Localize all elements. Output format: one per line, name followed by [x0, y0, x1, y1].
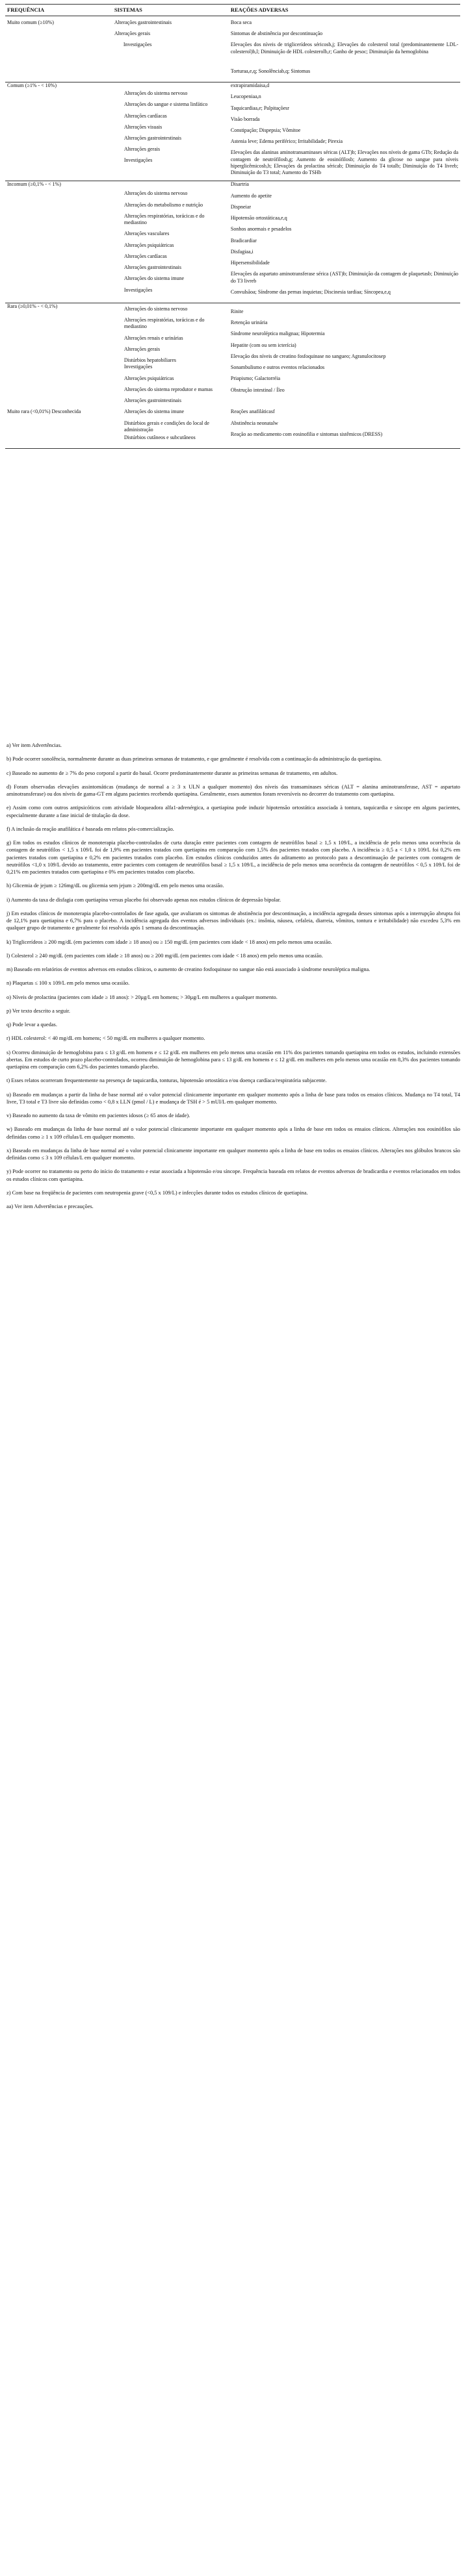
systems-cell [112, 82, 229, 181]
footnote: i) Aumento da taxa de disfagia com quetiapina versus placebo foi observado apenas nos estudos clínicos de depressão bipolar. [6, 896, 281, 903]
header-systems: SISTEMAS [112, 5, 229, 16]
reaction-item: Convulsãoa; Síndrome das pernas inquietas; Discinesia tardiaa; Síncopea,e,q [230, 288, 391, 295]
reaction-item: Elevações das alaninas aminotransaminases séricas (ALT)b; Elevações nos níveis de gama GTb; Redução da contagem de neutrófilosb,g; Aumento de eosinófilosb; Aumento da glicose no sangue para níveis hiperglicêmicosb,h; Elevações da prolactina séricab; Diminuição do T4 totalb; Diminuição do T4 livreb; Diminuição do T3 total; Aumento do TSHb [230, 149, 458, 176]
frequency-cell: Rara (≥0,01% - < 0,1%) [7, 303, 58, 309]
frequency-cell: Muito rara (<0,01%) Desconhecida [7, 409, 81, 415]
system-item: Investigações [124, 286, 153, 293]
table-row [5, 409, 460, 448]
reaction-item: Torturaa,e,q; Sonolênciab,q; Sintomas [230, 68, 311, 74]
reaction-item: Abstinência neonatalw [230, 420, 278, 426]
footnote: j) Em estudos clínicos de monoterapia placebo-controlados de fase aguda, que avaliaram os sintomas de abstinência por descontinuação, a incidência agregada desses sintomas após a interrupção abrupta foi de 12,1% para quetiapina e 6,7% para o placebo. A incidência agregada dos eventos adversos individuais (ex.: insônia, náusea, cefaleia, diarreia, vômitos, tontura e irritabilidade) não excedeu 5,3% em qualquer grupo de tratamento e geralmente foi resolvida após 1 semana da descontinuação. [6, 910, 460, 931]
reactions-cell [229, 303, 460, 409]
footnote: u) Baseado em mudanças a partir da linha de base normal até o valor potencial clinicamente importante em qualquer momento após a linha de base para todos os ensaios clínicos. Mudança no T4 total, T4 livre, T3 total e T3 livre são definidas como < 0,8 x LLN (pmol / L) e mudança de TSH é > 5 mUI/L em qualquer momento. [6, 1091, 460, 1105]
system-item: Alterações gastrointestinais [124, 264, 182, 271]
system-item: Alterações vasculares [124, 231, 170, 237]
reaction-item: Constipação; Dispepsia; Vômitoe [230, 127, 301, 133]
reaction-item: Priapismo; Galactorréia [230, 375, 281, 382]
footnote: z) Com base na freqüência de pacientes com neutropenia grave (<0,5 x 109/L) e infecções durante todos os estudos clínicos de quetiapina. [6, 1189, 308, 1196]
footnote: aa) Ver item Advertências e precauções. [6, 1204, 94, 1209]
footnote: n) Plaquetas ≤ 100 x 109/L em pelo menos uma ocasião. [6, 980, 130, 987]
footnote: o) Níveis de prolactina (pacientes com idade ≥ 18 anos): > 20µg/L em homens; > 30µg/L em mulheres a qualquer momento. [6, 994, 278, 1000]
frequency-cell: Incomum (≥0,1% - < 1%) [7, 181, 61, 188]
table-row [5, 16, 460, 82]
footnote: t) Esses relatos ocorreram frequentemente na presença de taquicardia, tonturas, hipotensão ortostática e/ou doença cardíaca/respiratória subjacente. [6, 1078, 327, 1084]
system-item: Alterações respiratórias, torácicas e do mediastino [124, 317, 205, 330]
system-item: Alterações cardíacas [124, 253, 167, 259]
table-row [5, 82, 460, 181]
reaction-item: Rinite [230, 308, 244, 314]
footnote: a) Ver item Advertências. [6, 742, 62, 748]
reaction-item: Elevações da aspartato aminotransferase sérica (AST)b; Diminuição da contagem de plaquetasb; Diminuição do T3 livreb [230, 271, 458, 284]
reaction-item: Taquicardiaa,e; Palpitaçõesr [230, 105, 289, 111]
footnote: f) A inclusão da reação anafilática é baseada em relatos pós-comercialização. [6, 826, 174, 832]
system-item: Alterações gerais [114, 31, 151, 37]
footnote: w) Baseado em mudanças da linha de base normal até o valor potencial clinicamente importante em qualquer momento após a linha de base em todos os ensaios clínicos. Alterações nos eosinófilos são definidas como ≥ 1 x 109 células/L em qualquer momento. [6, 1126, 460, 1140]
adverse-reactions-table [5, 4, 460, 449]
footnote: c) Baseado no aumento de ≥ 7% do peso corporal a partir do basal. Ocorre predominantemente durante as primeiras semanas de tratamento, em adultos. [6, 770, 338, 776]
reaction-item: Reações anafiláticasf [230, 409, 275, 415]
system-item: Distúrbios cutâneos e subcutâneos [124, 435, 196, 441]
footnote: m) Baseado em relatórios de eventos adversos em estudos clínicos, o aumento de creatino fosfoquinase no sangue não está associado à síndrome neuroléptica maligna. [6, 966, 370, 972]
system-item: Alterações cardíacas [124, 112, 167, 119]
reaction-item: Obstrução intestinal / Íleo [230, 386, 285, 393]
system-item: Distúrbios gerais e condições do local de administração [124, 420, 209, 433]
reaction-item: Hipersensibilidade [230, 260, 270, 266]
system-item: Alterações gastrointestinais [114, 19, 172, 25]
reaction-item: Disfagiaa,i [230, 248, 254, 255]
systems-cell [112, 303, 229, 409]
reaction-item: Elevações dos níveis de triglicerídeos séricosb,j; Elevações do colesterol total (predominantemente LDL-colesterol)b,l; Diminuição de HDL colesterolb,r; Ganho de pesoc; Diminuição da hemoglobina [230, 42, 458, 55]
footnotes [6, 742, 460, 1217]
reaction-item: Visão borrada [230, 116, 260, 122]
footnote: d) Foram observadas elevações assintomáticas (mudança de normal a ≥ 3 x ULN a qualquer momento) dos níveis das transaminases séricas (ALT = alanina aminotransferase, AST = aspartato aminotransferase) ou dos níveis de gama-GT em alguns pacientes recebendo quetiapina. Geralmente, esses aumentos foram reversíveis no decorrer do tratamento com quetiapina. [6, 783, 460, 797]
reactions-cell [229, 181, 460, 303]
system-item: Investigações [124, 157, 153, 164]
reaction-item: Leucopeniaa,n [230, 94, 261, 100]
system-item: Alterações do sistema nervoso [124, 90, 188, 97]
system-item: Alterações respiratórias, torácicas e do mediastino [124, 212, 205, 226]
reaction-item: Sintomas de abstinência por descontinuação [230, 31, 323, 37]
reaction-item: Retenção urinária [230, 320, 268, 326]
footnote: r) HDL colesterol: < 40 mg/dL em homens; < 50 mg/dL em mulheres a qualquer momento. [6, 1035, 205, 1042]
footnote: p) Ver texto descrito a seguir. [6, 1007, 70, 1014]
reaction-item: Disartria [230, 181, 249, 188]
reaction-item: Sonambulismo e outros eventos relacionados [230, 364, 325, 371]
reaction-item: Boca seca [230, 19, 252, 25]
footnote: g) Em todos os estudos clínicos de monoterapia placebo-controlados de curta duração entre pacientes com contagem de neutrófilos basal ≥ 1,5 x 109/L, a incidência de pelo menos uma ocorrência da contagem de neutrófilos < 1,5 x 109/L foi de 1,9% em pacientes tratados com quetiapina em comparação com 1,5% dos pacientes tratados com placebo. A incidência ≥ 0,5 a < 1,0 x 109/L foi 0,2% em pacientes tratados com quetiapina e 0,2% em pacientes tratados com placebo. Em estudos clínicos conduzidos antes do aditamento ao protocolo para a descontinuação de pacientes com contagem de neutrófilos <1,0 x 109/L devido ao tratamento, entre pacientes com contagem de neutrófilos basal ≥ 1,5 x 109/L, a incidência de pelo menos uma ocorrência da contagem de neutrófilos < 0,5 x 109/L foi de 0,21% em pacientes tratados com quetiapina e 0% em pacientes tratados com placebo. [6, 840, 460, 875]
reaction-item: Aumento do apetite [230, 192, 272, 199]
footnote: q) Pode levar a quedas. [6, 1022, 57, 1028]
system-item: Alterações psiquiátricas [124, 242, 174, 248]
system-item: Alterações renais e urinárias [124, 335, 183, 341]
reactions-cell [229, 409, 460, 448]
header-frequency: FREQUÊNCIA [5, 5, 112, 16]
frequency-cell: Muito comum (≥10%) [7, 19, 54, 25]
system-item: Alterações gerais [124, 146, 161, 153]
system-item: Distúrbios hepatobiliares [124, 357, 177, 364]
table-header-row [5, 5, 460, 16]
table-row [5, 181, 460, 303]
footnote: h) Glicemia de jejum ≥ 126mg/dL ou glicemia sem jejum ≥ 200mg/dL em pelo menos uma ocasião. [6, 883, 224, 889]
reaction-item: Astenia leve; Edema periférico; Irritabilidade; Pirexia [230, 138, 343, 145]
system-item: Alterações do sistema imune [124, 275, 185, 282]
systems-cell [112, 409, 229, 448]
footnote: v) Baseado no aumento da taxa de vômito em pacientes idosos (≥ 65 anos de idade). [6, 1113, 190, 1118]
system-item: Alterações do sistema nervoso [124, 190, 188, 197]
system-item: Alterações do sangue e sistema linfático [124, 101, 208, 108]
system-item: Alterações do sistema imune [124, 409, 185, 415]
system-item: Alterações gastrointestinais [124, 134, 182, 141]
reaction-item: Bradicardiar [230, 237, 257, 244]
footnote: l) Colesterol ≥ 240 mg/dL (em pacientes com idade ≥ 18 anos) ou ≥ 200 mg/dL (em pacientes com idade < 18 anos) em pelo menos uma ocasião. [6, 952, 323, 959]
systems-cell [112, 181, 229, 303]
reaction-item: Sonhos anormais e pesadelos [230, 226, 292, 233]
frequency-cell: Comum (≥1% - < 10%) [7, 82, 57, 89]
footnote: b) Pode ocorrer sonolência, normalmente durante as duas primeiras semanas de tratamento, e que geralmente é resolvida com a continuação da administração da quetiapina. [6, 756, 382, 763]
systems-cell [112, 16, 229, 82]
reactions-cell [229, 82, 460, 181]
footnote: x) Baseado em mudanças da linha de base normal até o valor potencial clinicamente importante em qualquer momento após a linha de base em todos os ensaios clínicos. Alterações nos glóbulos brancos são definidas como ≤ 3 x 109 células/L em qualquer momento. [6, 1147, 460, 1161]
reaction-item: Hepatite (com ou sem icterícia) [230, 342, 296, 348]
reaction-item: extrapiramidaisa,d [230, 82, 270, 89]
system-item: Alterações do metabolismo e nutrição [124, 201, 203, 208]
footnote: k) Triglicerídeos ≥ 200 mg/dL (em pacientes com idade ≥ 18 anos) ou ≥ 150 mg/dL (em pacientes com idade < 18 anos) em pelo menos uma ocasião. [6, 939, 332, 945]
system-item: Investigações [124, 364, 153, 370]
system-item: Alterações visuais [124, 123, 162, 130]
system-item: Alterações gastrointestinais [124, 398, 182, 404]
footnote: e) Assim como com outros antipsicóticos com atividade bloqueadora alfa1-adrenérgica, a quetiapina pode induzir hipotensão ortostática associada à tontura, taquicardia e síncope em alguns pacientes, especialmente durante a fase inicial de titulação da dose. [6, 805, 460, 818]
reaction-item: Elevação dos níveis de creatino fosfoquinase no sangueo; Agranulocitosep [230, 353, 386, 359]
system-item: Alterações psiquiátricas [124, 375, 174, 381]
reaction-item: Dispneiar [230, 203, 251, 210]
reaction-item: Síndrome neuroléptica malignaa; Hipotermia [230, 331, 325, 337]
footnote: y) Pode ocorrer no tratamento ou perto do início do tratamento e estar associada a hipotensão e/ou síncope. Frequência baseada em relatos de eventos adversos de bradicardia e eventos relacionados em todos os estudos clínicos com quetiapina. [6, 1168, 460, 1182]
header-reactions: REAÇÕES ADVERSAS [229, 5, 460, 16]
reaction-item: Hipotensão ortostáticaa,e,q [230, 215, 287, 221]
reactions-cell [229, 16, 460, 82]
system-item: Alterações do sistema reprodutor e mamas [124, 386, 213, 392]
system-item: Alterações gerais [124, 346, 161, 352]
system-item: Investigações [123, 42, 152, 48]
system-item: Alterações do sistema nervoso [124, 305, 188, 312]
reaction-item: Reação ao medicamento com eosinofilia e sintomas sistêmicos (DRESS) [230, 431, 383, 437]
table-row [5, 303, 460, 409]
footnote: s) Ocorreu diminuição de hemoglobina para ≤ 13 g/dL em homens e ≤ 12 g/dL em mulheres em pelo menos uma ocasião em 11% dos pacientes tomando quetiapina em todos os estudos, incluindo extensões abertas. Em estudos de curto prazo placebo-controlados, ocorreu diminuição de hemoglobina para ≤ 13 g/dL em homens e ≤ 12 g/dL em mulheres em pelo menos uma ocasião em 8,3% dos pacientes tomando quetiapina em comparação com 6,2% dos pacientes tomando placebo. [6, 1049, 460, 1070]
